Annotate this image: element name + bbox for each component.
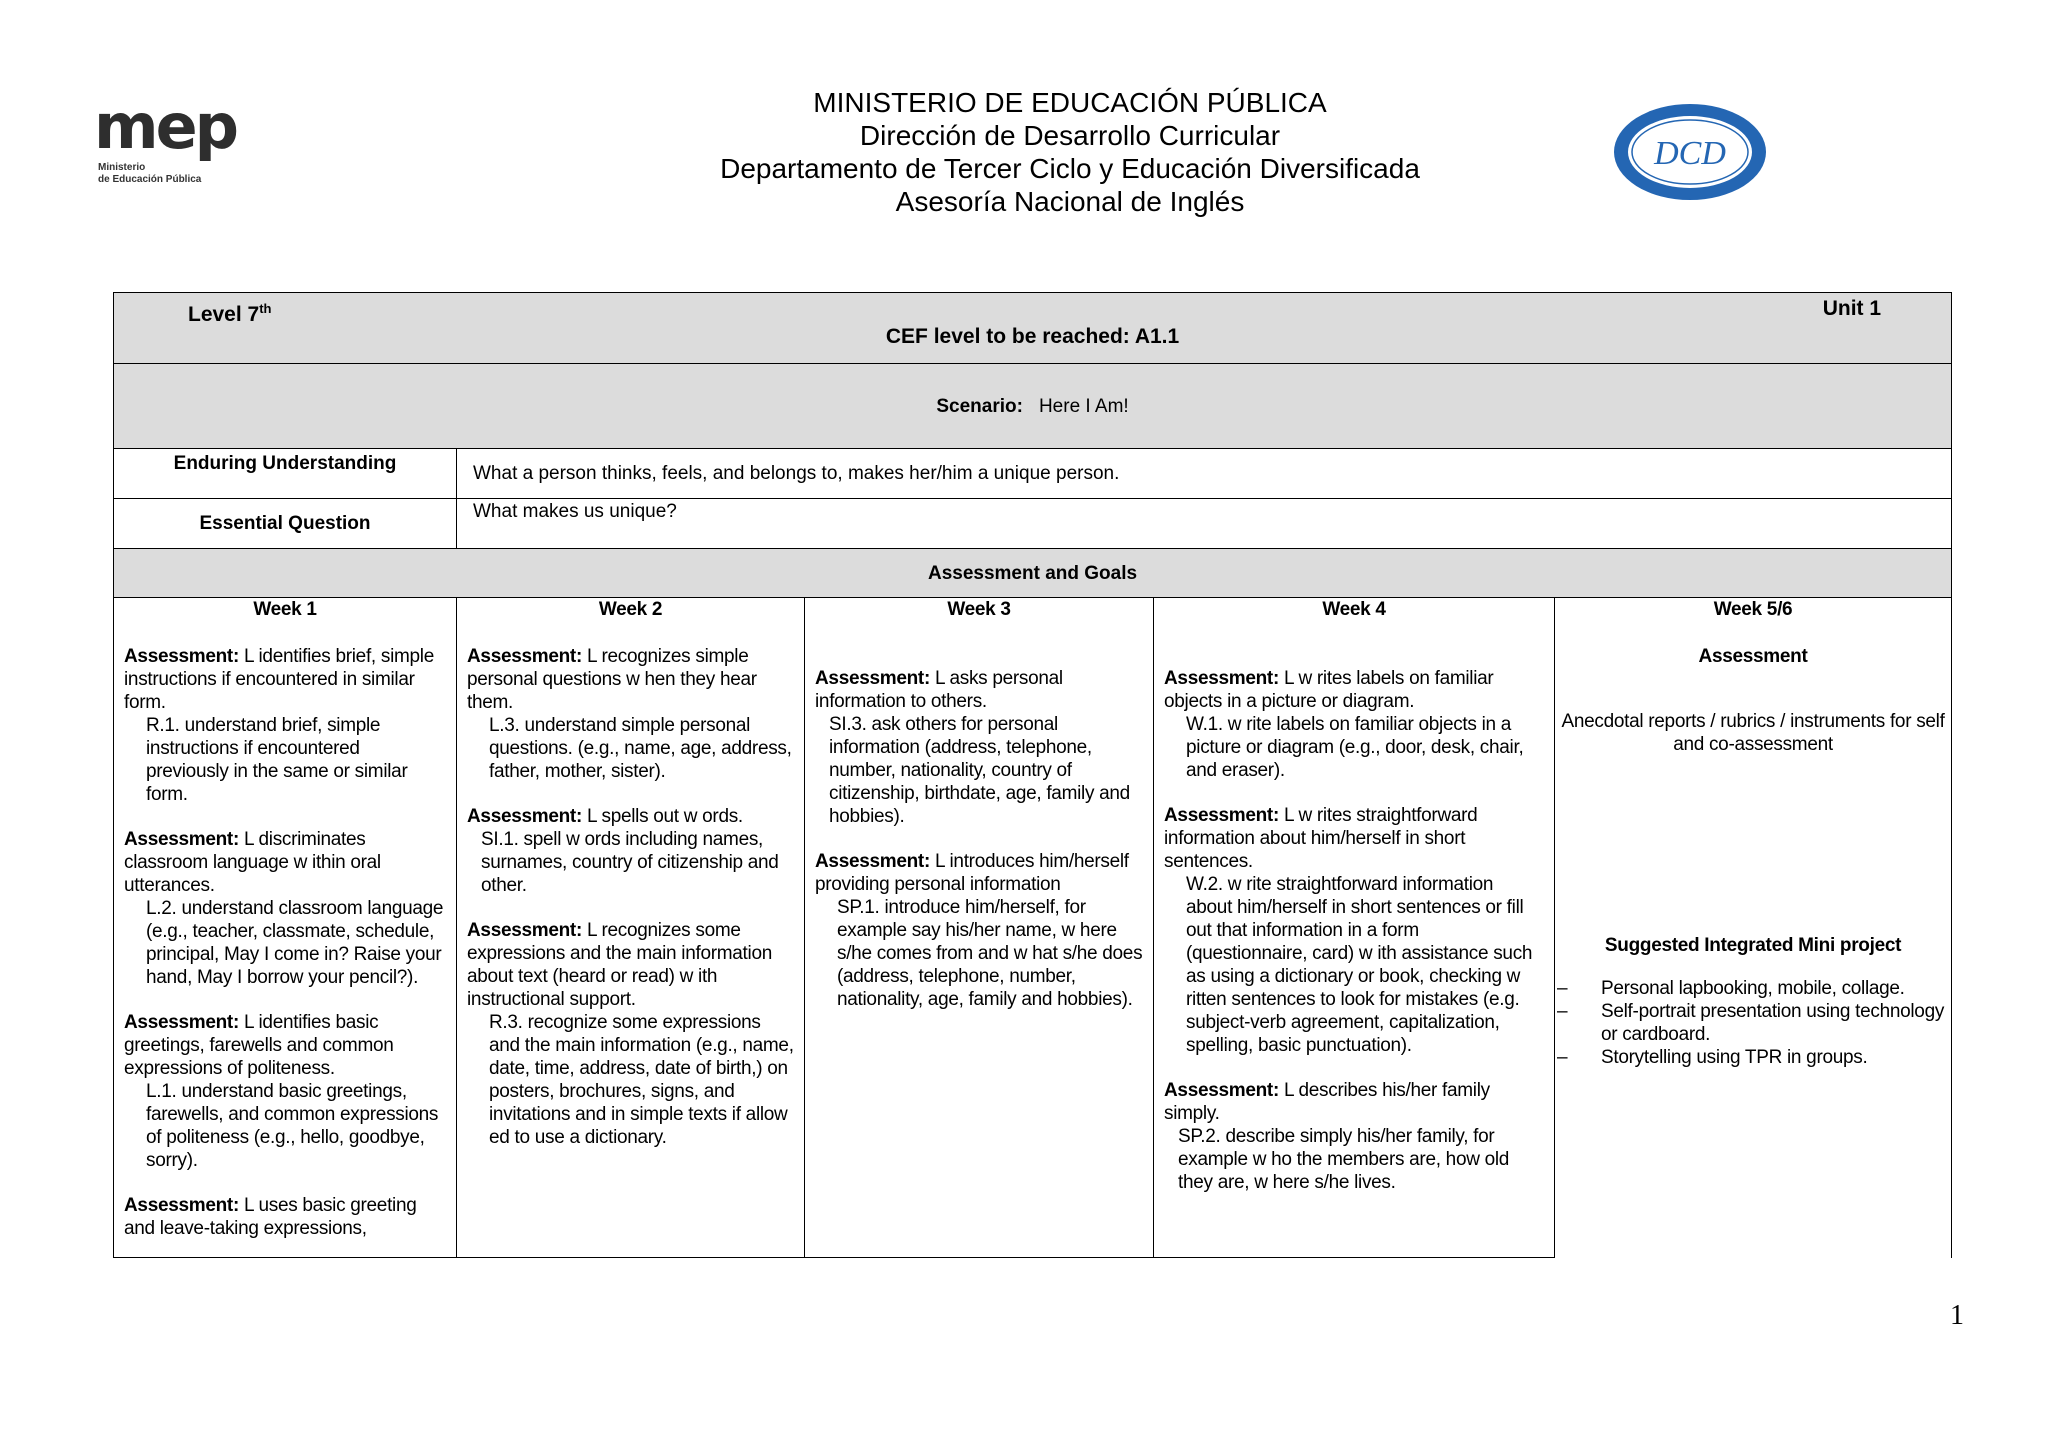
- essential-question-label: Essential Question: [114, 499, 457, 549]
- level-label: Level 7th: [188, 301, 272, 326]
- unit-label: Unit 1: [1822, 297, 1882, 320]
- week-3-assessment-2: Assessment: L introduces him/herself providing personal information SP.1. introduce him/herself, for example say his/her name, w here s/he comes from and w hat s/he does (address, telephone, number, nationality, age, family and hobbies).: [815, 851, 1143, 1010]
- mep-logo-letters: mep: [94, 90, 237, 163]
- header-line-ministry: MINISTERIO DE EDUCACIÓN PÚBLICA: [813, 87, 1327, 118]
- mini-project-list: [1557, 977, 1949, 1069]
- week-1-assessment-3: Assessment: L identifies basic greetings, farewells and common expressions of politeness. L.1. understand basic greetings, farewells, and common expressions of politeness (e.g., hello, goodbye, sorry).: [124, 1012, 439, 1171]
- cef-level: CEF level to be reached: A1.1: [885, 325, 1180, 348]
- week-1-assessment-2: Assessment: L discriminates classroom language w ithin oral utterances. L.2. understand classroom language (e.g., teacher, classmate, schedule, principal, May I come in? Raise your hand, May I borrow your pencil?).: [124, 829, 444, 988]
- week-2-assessment-2: Assessment: L spells out w ords. SI.1. spell w ords including names, surnames, country of citizenship and other.: [467, 806, 779, 896]
- week-1-assessment-1: Assessment: L identifies brief, simple instructions if encountered in similar form. R.1. understand brief, simple instructions if encountered previously in the same or similar form.: [124, 646, 434, 805]
- week-5-6-assessment-text: Anecdotal reports / rubrics / instruments for self and co-assessment: [1561, 711, 1945, 755]
- dcd-seal-icon: [1612, 102, 1768, 202]
- list-item: – Storytelling using TPR in groups.: [1601, 1046, 1949, 1069]
- level-row: [114, 293, 1952, 364]
- mini-project-title: Suggested Integrated Mini project: [1604, 935, 1902, 956]
- week-4-assessment-2: Assessment: L w rites straightforward information about him/herself in short sentences. W.2. w rite straightforward information about him/herself in short sentences or fill out that information in a form (questionnaire, card) w ith assistance such as using a dictionary or book, checking w ritten sentences to look for mistakes (e.g. subject-verb agreement, capitalization, spelling, basic punctuation).: [1164, 805, 1533, 1056]
- lesson-plan-table: [113, 292, 1952, 1258]
- week-1-assessment-4: Assessment: L uses basic greeting and leave-taking expressions,: [124, 1195, 417, 1239]
- week-4-title: Week 4: [1322, 599, 1386, 620]
- enduring-understanding-value: What a person thinks, feels, and belongs to, makes her/him a unique person.: [457, 449, 1952, 499]
- mep-logo-sub1: Ministerio: [98, 162, 146, 173]
- week-5-6-title: Week 5/6: [1713, 599, 1793, 620]
- week-2-title: Week 2: [598, 599, 663, 620]
- week-4-cell: [1154, 598, 1555, 1258]
- week-4-assessment-3: Assessment: L describes his/her family simply. SP.2. describe simply his/her family, for example w ho the members are, how old they are, w here s/he lives.: [1164, 1080, 1510, 1193]
- scenario-value: Here I Am!: [1038, 395, 1129, 417]
- header-line-department: Departamento de Tercer Ciclo y Educación Diversificada: [720, 153, 1420, 184]
- week-1-cell: [114, 598, 457, 1258]
- mep-logo-sub2: de Educación Pública: [98, 174, 202, 185]
- week-2-assessment-1: Assessment: L recognizes simple personal questions w hen they hear them. L.3. understand simple personal questions. (e.g., name, age, address, father, mother, sister).: [467, 646, 792, 782]
- week-5-6-assessment-title: Assessment: [1698, 646, 1808, 667]
- scenario-row: [114, 364, 1952, 449]
- mep-logo-subtitle: [98, 162, 201, 186]
- page-number: 1: [1950, 1300, 1964, 1331]
- document-header: [440, 86, 1700, 218]
- essential-question-value: What makes us unique?: [457, 499, 1952, 549]
- dcd-seal-letters: DCD: [1654, 135, 1726, 172]
- week-3-assessment-1: Assessment: L asks personal information to others. SI.3. ask others for personal information (address, telephone, number, nationality, country of citizenship, birthdate, age, family and hobbies).: [815, 668, 1130, 827]
- list-item: – Personal lapbooking, mobile, collage.: [1601, 977, 1949, 1000]
- week-3-title: Week 3: [947, 599, 1011, 620]
- week-5-6-cell: [1555, 598, 1952, 1258]
- enduring-understanding-label: Enduring Understanding: [114, 449, 457, 499]
- week-2-cell: [457, 598, 805, 1258]
- week-2-assessment-3: Assessment: L recognizes some expressions and the main information about text (heard or read) w ith instructional support. R.3. recognize some expressions and the main information (e.g., name, date, time, address, date of birth,) on posters, brochures, signs, and invitations and in simple texts if allow ed to use a dictionary.: [467, 920, 794, 1148]
- week-4-assessment-1: Assessment: L w rites labels on familiar objects in a picture or diagram. W.1. w rite labels on familiar objects in a picture or diagram (e.g., door, desk, chair, and eraser).: [1164, 668, 1524, 781]
- mep-logo: [94, 90, 237, 196]
- header-line-advisory: Asesoría Nacional de Inglés: [895, 186, 1245, 217]
- list-item: – Self-portrait presentation using technology or cardboard.: [1601, 1000, 1949, 1046]
- mep-logo-word: [94, 90, 237, 163]
- assessment-goals-row: Assessment and Goals: [114, 549, 1952, 598]
- week-1-title: Week 1: [253, 599, 317, 620]
- header-line-direction: Dirección de Desarrollo Curricular: [859, 120, 1281, 151]
- scenario-label: Scenario:: [936, 395, 1023, 417]
- week-3-cell: [805, 598, 1154, 1258]
